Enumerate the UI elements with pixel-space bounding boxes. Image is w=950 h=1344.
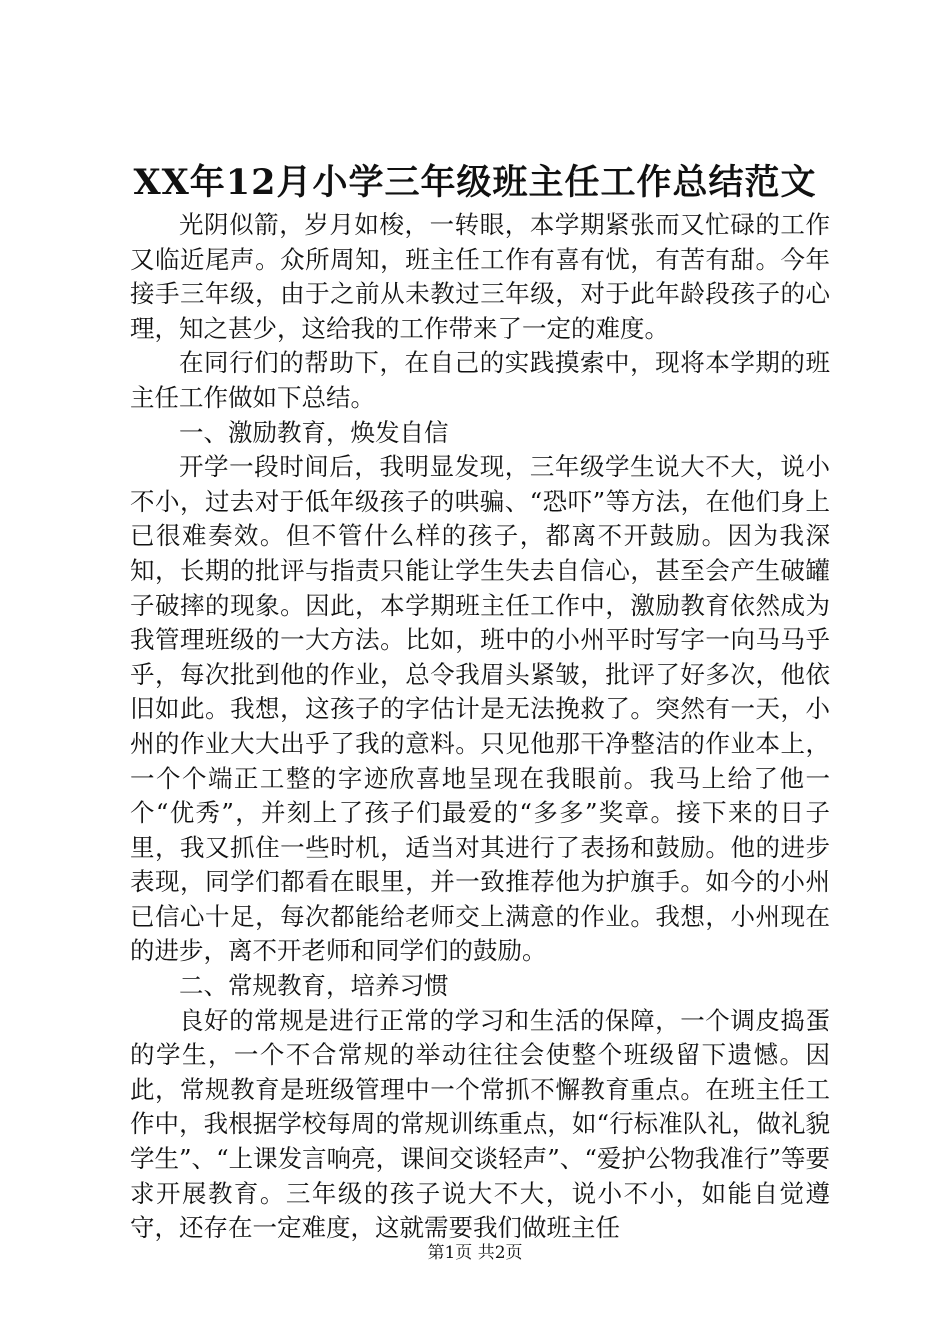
paragraph-section-1: 开学一段时间后，我明显发现，三年级学生说大不大，说小不小，过去对于低年级孩子的哄骗、“恐吓”等方法，在他们身上已很难奏效。但不管什么样的孩子，都离不开鼓励。因为我深知，长期的批评与指责只能让学生失去自信心，甚至会产生破罐子破摔的现象。因此，本学期班主任工作中，激励教育依然成为我管理班级的一大方法。比如，班中的小州平时写字一向马马乎乎，每次批到他的作业，总令我眉头紧皱，批评了好多次，他依旧如此。我想，这孩子的字估计是无法挽救了。突然有一天，小州的作业大大出乎了我的意料。只见他那干净整洁的作业本上，一个个端正工整的字迹欣喜地呈现在我眼前。我马上给了他一个“优秀”，并刻上了孩子们最爱的“多多”奖章。接下来的日子里，我又抓住一些时机，适当对其进行了表扬和鼓励。他的进步表现，同学们都看在眼里，并一致推荐他为护旗手。如今的小州已信心十足，每次都能给老师交上满意的作业。我想，小州现在的进步，离不开老师和同学们的鼓励。 [130, 452, 830, 966]
section-heading-2: 二、常规教育，培养习惯 [179, 971, 449, 1001]
document-body [130, 208, 830, 1246]
paragraph-summary-lead: 在同行们的帮助下，在自己的实践摸索中，现将本学期的班主任工作做如下总结。 [130, 348, 830, 412]
document-title: XX年12月小学三年级班主任工作总结范文 [133, 162, 817, 203]
paragraph-section-2: 良好的常规是进行正常的学习和生活的保障，一个调皮捣蛋的学生，一个不合常规的举动往往会使整个班级留下遗憾。因此，常规教育是班级管理中一个常抓不懈教育重点。在班主任工作中，我根据学校每周的常规训练重点，如“行标准队礼，做礼貌学生”、“上课发言响亮，课间交谈轻声”、“爱护公物我准行”等要求开展教育。三年级的孩子说大不大，说小不小，如能自觉遵守，还存在一定难度，这就需要我们做班主任 [130, 1005, 830, 1243]
section-heading-1: 一、激励教育，焕发自信 [179, 417, 449, 447]
page-footer: 第1页 共2页 [427, 1243, 523, 1263]
paragraph-intro: 光阴似箭，岁月如梭，一转眼，本学期紧张而又忙碌的工作又临近尾声。众所周知，班主任工作有喜有忧，有苦有甜。今年接手三年级，由于之前从未教过三年级，对于此年龄段孩子的心理，知之甚少，这给我的工作带来了一定的难度。 [130, 210, 830, 343]
